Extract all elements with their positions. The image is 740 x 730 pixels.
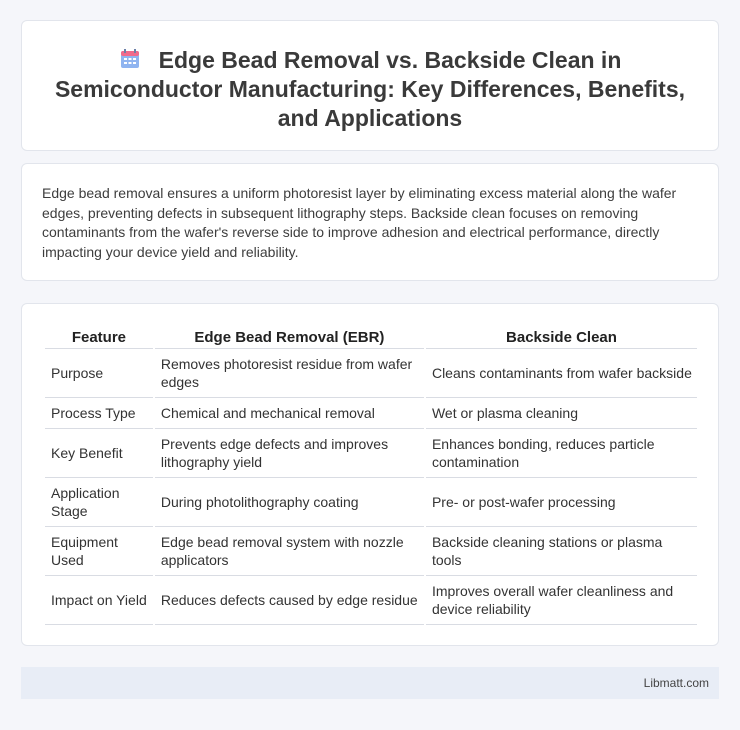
cell-backside: Improves overall wafer cleanliness and device reliability [426,576,697,625]
title-card [21,20,719,151]
table-header-row [45,323,697,349]
cell-ebr: Removes photoresist residue from wafer edges [155,349,424,398]
cell-feature: Process Type [45,398,153,429]
header-feature: Feature [45,323,153,349]
table-row [45,478,697,527]
table-row [45,398,697,429]
cell-backside: Enhances bonding, reduces particle contamination [426,429,697,478]
comparison-card [21,303,719,646]
page-title [22,21,718,133]
cell-backside: Cleans contaminants from wafer backside [426,349,697,398]
cell-backside: Backside cleaning stations or plasma tools [426,527,697,576]
page-title-text: Edge Bead Removal vs. Backside Clean in Semiconductor Manufacturing: Key Differences, Benefits, and Applications [54,47,686,131]
cell-feature: Purpose [45,349,153,398]
cell-ebr: Chemical and mechanical removal [155,398,424,429]
cell-feature: Equipment Used [45,527,153,576]
table-row [45,527,697,576]
table-row [45,429,697,478]
footer-site-link[interactable]: Libmatt.com [643,676,709,690]
calendar-icon [119,48,141,70]
cell-backside: Pre- or post-wafer processing [426,478,697,527]
intro-paragraph: Edge bead removal ensures a uniform photoresist layer by eliminating excess material along the wafer edges, preventing defects in subsequent lithography steps. Backside clean focuses on removing contaminants from the wafer's reverse side to improve adhesion and electrical performance, directly impacting your device yield and reliability. [42,185,677,260]
footer [21,667,719,699]
cell-ebr: Prevents edge defects and improves lithography yield [155,429,424,478]
cell-ebr: Edge bead removal system with nozzle applicators [155,527,424,576]
table-row [45,349,697,398]
cell-backside: Wet or plasma cleaning [426,398,697,429]
table-row [45,576,697,625]
header-backside: Backside Clean [426,323,697,349]
cell-feature: Application Stage [45,478,153,527]
cell-feature: Key Benefit [45,429,153,478]
header-ebr: Edge Bead Removal (EBR) [155,323,424,349]
intro-card [21,163,719,281]
cell-feature: Impact on Yield [45,576,153,625]
cell-ebr: During photolithography coating [155,478,424,527]
comparison-table [43,323,699,625]
cell-ebr: Reduces defects caused by edge residue [155,576,424,625]
